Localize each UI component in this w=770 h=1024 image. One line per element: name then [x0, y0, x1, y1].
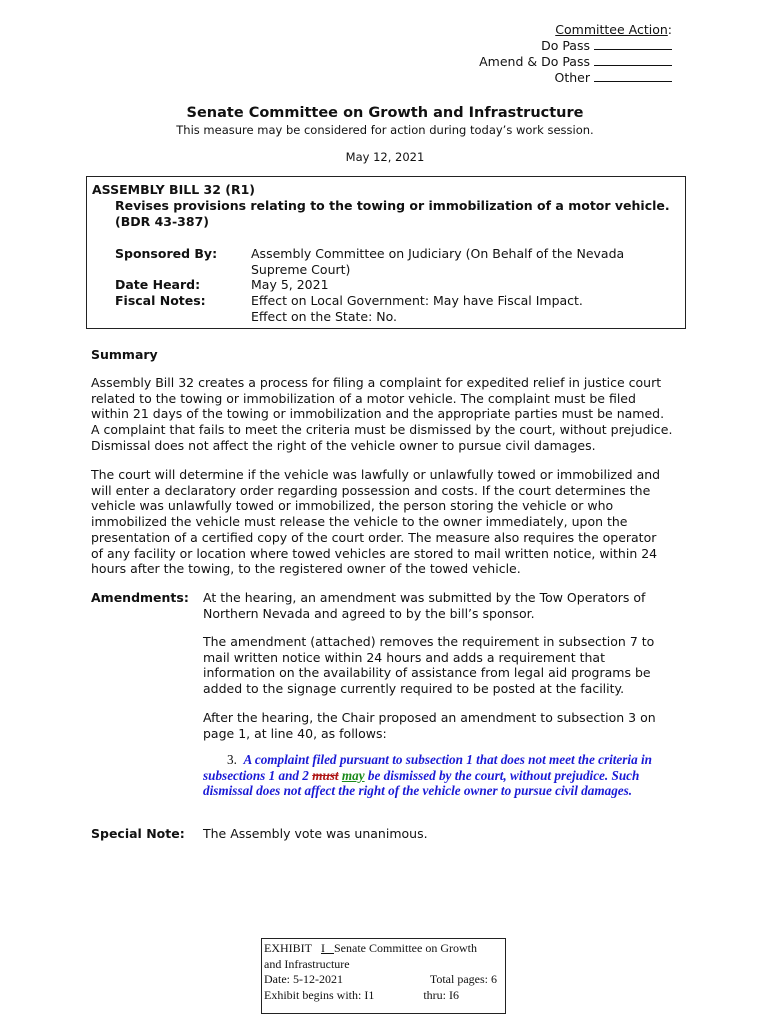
- amendments-paragraph-3: [203, 710, 681, 741]
- sponsored-by-line2: Supreme Court): [251, 262, 351, 277]
- summary-p2-line: immobilized the vehicle must release the vehicle to the owner immediately, upon the: [91, 514, 628, 530]
- amend-p3-line: After the hearing, the Chair proposed an amendment to subsection 3 on: [203, 710, 656, 725]
- amendments-paragraph-2: [203, 634, 681, 697]
- do-pass-blank: [594, 38, 672, 50]
- bill-info-box: [86, 176, 686, 329]
- proposal-number: 3.: [227, 752, 237, 767]
- summary-paragraph-2: [91, 467, 681, 577]
- proposal-text-c: be dismissed by the court, without prejudice. Such: [367, 767, 640, 783]
- summary-p1-line: within 21 days of the towing or immobilization and the appropriate parties must be named.: [91, 406, 665, 422]
- bill-description: Revises provisions relating to the towing or immobilization of a motor vehicle.: [115, 198, 670, 213]
- summary-p2-line: will enter a declaratory order regarding possession and costs. If the court determines the: [91, 482, 651, 498]
- committee-action-colon: :: [667, 22, 672, 37]
- sponsored-by-line1: Assembly Committee on Judiciary (On Behalf of the Nevada: [251, 246, 625, 261]
- fiscal-notes-label: Fiscal Notes:: [115, 293, 206, 308]
- amend-p2-line: mail written notice within 24 hours and adds a requirement that: [203, 649, 605, 665]
- exhibit-committee-line2: and Infrastructure: [264, 956, 350, 971]
- other-blank: [594, 70, 672, 82]
- summary-heading: Summary: [91, 347, 158, 362]
- fiscal-local: Effect on Local Government: May have Fiscal Impact.: [251, 293, 583, 308]
- exhibit-begins: Exhibit begins with: I1: [264, 987, 375, 1002]
- date-heard-label: Date Heard:: [115, 277, 201, 292]
- committee-action-label: Committee Action: [555, 22, 668, 37]
- exhibit-id-text: I: [321, 941, 325, 955]
- summary-p2-line: hours after the towing, to the registered owner of the towed vehicle.: [91, 561, 521, 577]
- proposal-text-a: A complaint filed pursuant to subsection 1 that does not meet the criteria in: [243, 752, 652, 767]
- special-note-text: The Assembly vote was unanimous.: [203, 826, 428, 841]
- proposed-amendment-text: [203, 752, 681, 799]
- fiscal-state: Effect on the State: No.: [251, 309, 398, 324]
- committee-action-block: [479, 22, 672, 86]
- amendments-paragraph-1: [203, 590, 681, 621]
- amend-p1-line: Northern Nevada and agreed to by the bill’s sponsor.: [203, 605, 535, 621]
- summary-paragraph-1: [91, 375, 681, 454]
- special-note-label: Special Note:: [91, 826, 185, 841]
- amend-p2-line: information on the availability of assistance from legal aid programs be: [203, 665, 651, 681]
- summary-p2-line: of any facility or location where towed vehicles are stored to mail written notice, within 24: [91, 545, 658, 561]
- amendments-label: Amendments:: [91, 590, 189, 605]
- do-pass-label: Do Pass: [541, 38, 590, 53]
- other-label: Other: [554, 70, 590, 85]
- amend-p2-line: added to the signage currently required to be posted at the facility.: [203, 681, 625, 697]
- summary-p1-line: Assembly Bill 32 creates a process for filing a complaint for expedited relief in justice court: [91, 375, 662, 390]
- amend-do-pass-label: Amend & Do Pass: [479, 54, 590, 69]
- proposal-struck-word: must: [312, 767, 339, 783]
- page-subtitle: This measure may be considered for action during today’s work session.: [176, 123, 594, 137]
- exhibit-date: Date: 5-12-2021: [264, 972, 343, 986]
- summary-p1-line: related to the towing or immobilization of a motor vehicle. The complaint must be filed: [91, 390, 636, 406]
- bill-bdr: (BDR 43-387): [115, 214, 209, 229]
- summary-p2-line: presentation of a certified copy of the court order. The measure also requires the operator: [91, 529, 657, 545]
- exhibit-label: EXHIBIT: [264, 941, 312, 955]
- proposal-text-b: subsections 1 and 2: [203, 767, 309, 783]
- summary-p2-line: vehicle was unlawfully towed or immobilized, the person storing the vehicle or who: [91, 498, 614, 514]
- amend-p3-line: page 1, at line 40, as follows:: [203, 725, 387, 741]
- summary-p1-line: Dismissal does not affect the right of the vehicle owner to pursue civil damages.: [91, 437, 596, 453]
- exhibit-thru: thru: I6: [423, 987, 459, 1002]
- bill-number: ASSEMBLY BILL 32 (R1): [92, 182, 256, 197]
- amend-do-pass-blank: [594, 54, 672, 66]
- exhibit-committee-line1: Senate Committee on Growth: [334, 941, 477, 955]
- exhibit-stamp: [261, 938, 506, 1014]
- sponsored-by-label: Sponsored By:: [115, 246, 218, 261]
- exhibit-total-pages: Total pages: 6: [429, 972, 497, 986]
- proposal-inserted-word: may: [341, 767, 365, 783]
- page-title: Senate Committee on Growth and Infrastructure: [186, 105, 584, 121]
- exhibit-id: [321, 941, 334, 955]
- amend-p1-line: At the hearing, an amendment was submitted by the Tow Operators of: [203, 590, 646, 605]
- proposal-text-d: dismissal does not affect the right of the vehicle owner to pursue civil damages.: [203, 783, 633, 798]
- date-heard-value: May 5, 2021: [251, 277, 329, 292]
- page-date: May 12, 2021: [345, 150, 425, 164]
- summary-p2-line: The court will determine if the vehicle was lawfully or unlawfully towed or immobilized and: [91, 467, 661, 482]
- summary-p1-line: A complaint that fails to meet the criteria must be dismissed by the court, without prejudice.: [91, 422, 673, 438]
- amend-p2-line: The amendment (attached) removes the requirement in subsection 7 to: [203, 634, 655, 649]
